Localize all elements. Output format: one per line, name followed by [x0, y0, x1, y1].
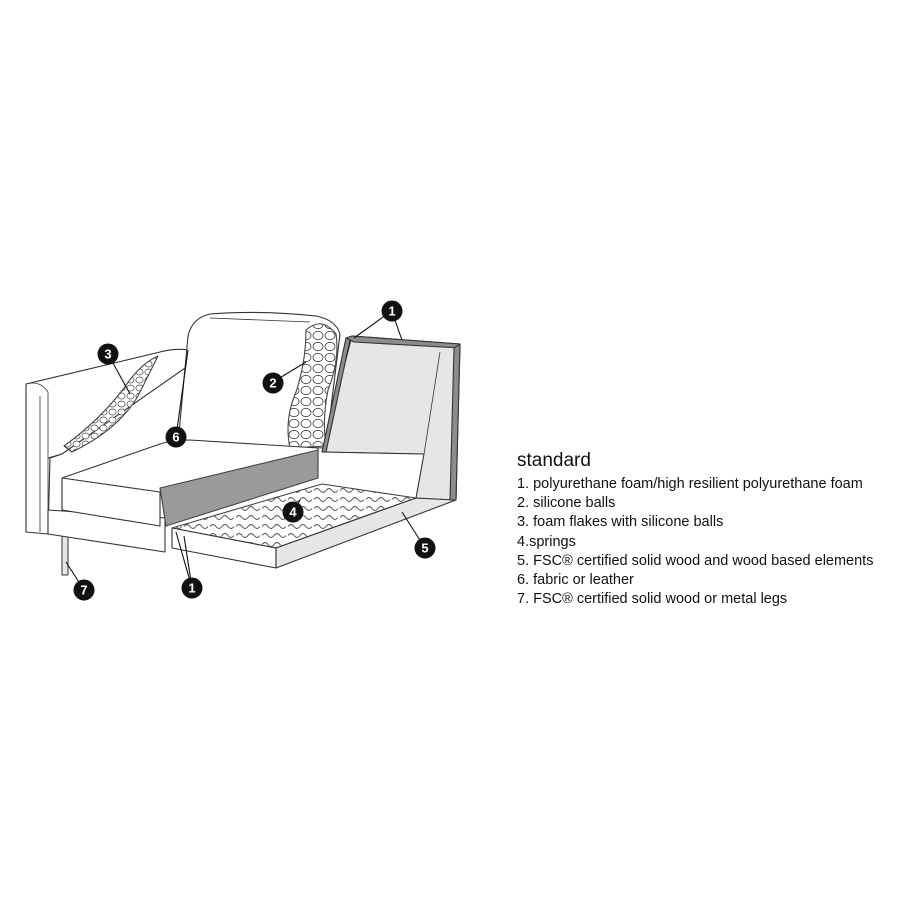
svg-text:1: 1 [188, 580, 196, 596]
legend-list [517, 475, 873, 609]
svg-text:1: 1 [388, 303, 396, 319]
callout-2 [263, 373, 284, 394]
legend [517, 449, 873, 609]
sofa-illustration [26, 312, 460, 575]
callout-1-top [382, 301, 403, 322]
callout-1-bottom [182, 578, 203, 599]
callout-6 [166, 427, 187, 448]
svg-text:7: 7 [80, 582, 88, 598]
legend-item: 7. FSC® certified solid wood or metal legs [517, 591, 788, 608]
legend-item: 6. fabric or leather [517, 572, 634, 589]
svg-text:2: 2 [269, 375, 277, 391]
callout-7 [74, 580, 95, 601]
callout-3 [98, 344, 119, 365]
callout-4 [283, 502, 304, 523]
svg-text:5: 5 [421, 540, 429, 556]
svg-text:6: 6 [172, 429, 180, 445]
legend-item: 5. FSC® certified solid wood and wood based elements [517, 552, 874, 569]
legend-title: standard [517, 450, 591, 471]
wood-frame [322, 336, 460, 500]
legend-item: 2. silicone balls [517, 495, 616, 512]
legend-item: 1. polyurethane foam/high resilient polyurethane foam [517, 476, 863, 492]
svg-text:4: 4 [289, 504, 297, 520]
callout-5 [415, 538, 436, 559]
legend-item: 3. foam flakes with silicone balls [517, 514, 724, 531]
sofa-leg [62, 535, 68, 575]
svg-text:3: 3 [104, 346, 112, 362]
legend-item: 4.springs [517, 533, 576, 550]
